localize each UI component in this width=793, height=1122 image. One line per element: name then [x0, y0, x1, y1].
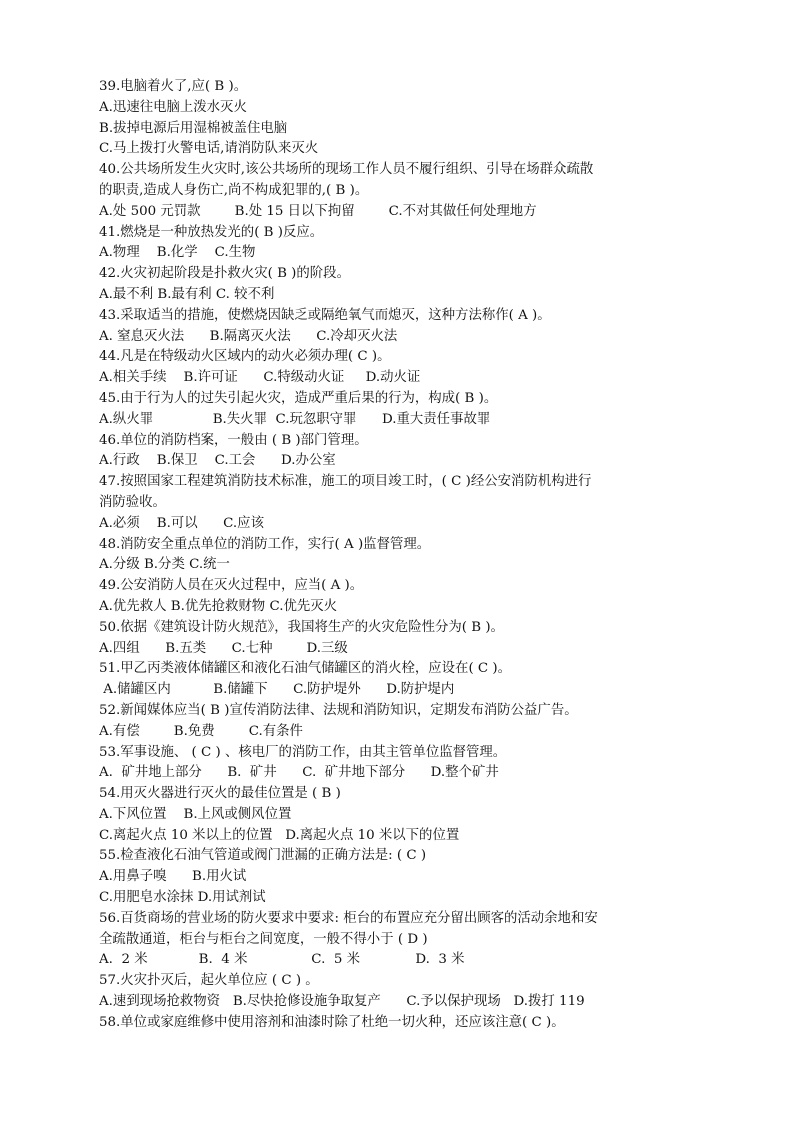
- text-line-33: 53.军事设施、 ( C ) 、核电厂的消防工作，由其主管单位监督管理。: [99, 744, 507, 760]
- text-line-29: 51.甲乙丙类液体储罐区和液化石油气储罐区的消火栓，应设在( C )。: [99, 661, 512, 677]
- text-line-38: 55.检查液化石油气管道或阀门泄漏的正确方法是: ( C ): [99, 848, 427, 864]
- text-line-4: C.马上拨打火警电话,请消防队来灭火: [99, 141, 319, 157]
- text-line-32: A.有偿 B.免费 C.有条件: [99, 723, 303, 739]
- text-line-5: 40.公共场所发生火灾时,该公共场所的现场工作人员不履行组织、引导在场群众疏散: [99, 162, 594, 178]
- text-line-8: 41.燃烧是一种放热发光的( B )反应。: [99, 224, 324, 240]
- text-line-16: 45.由于行为人的过失引起火灾，造成严重后果的行为，构成( B )。: [99, 390, 498, 406]
- text-line-9: A.物理 B.化学 C.生物: [99, 245, 256, 261]
- text-line-43: A. 2 米 B. 4 米 C. 5 米 D. 3 米: [99, 952, 465, 968]
- text-line-3: B.拔掉电源后用湿棉被盖住电脑: [99, 120, 288, 136]
- text-line-22: A.必须 B.可以 C.应该: [99, 515, 264, 531]
- text-line-23: 48.消防安全重点单位的消防工作，实行( A )监督管理。: [99, 536, 431, 552]
- text-line-31: 52.新闻媒体应当( B )宣传消防法律、法规和消防知识，定期发布消防公益广告。: [99, 702, 578, 718]
- text-line-42: 全疏散通道，柜台与柜台之间宽度，一般不得小于 ( D ): [99, 931, 428, 947]
- text-line-21: 消防验收。: [99, 494, 166, 510]
- text-line-14: 44.凡是在特级动火区域内的动火必须办理( C )。: [99, 349, 391, 365]
- text-line-13: A. 窒息灭火法 B.隔离灭火法 C.冷却灭火法: [99, 328, 398, 344]
- text-line-35: 54.用灭火器进行灭火的最佳位置是 ( B ): [99, 786, 341, 802]
- text-line-20: 47.按照国家工程建筑消防技术标准，施工的项目竣工时，( C )经公安消防机构进行: [99, 474, 592, 490]
- text-line-44: 57.火灾扑灭后，起火单位应 ( C ) 。: [99, 973, 319, 989]
- text-line-17: A.纵火罪 B.失火罪 C.玩忽职守罪 D.重大责任事故罪: [99, 411, 491, 427]
- text-line-6: 的职责,造成人身伤亡,尚不构成犯罪的,( B )。: [99, 182, 369, 198]
- text-line-7: A.处 500 元罚款 B.处 15 日以下拘留 C.不对其做任何处理地方: [99, 203, 537, 219]
- text-line-10: 42.火灾初起阶段是扑救火灾( B )的阶段。: [99, 266, 350, 282]
- text-line-12: 43.采取适当的措施，使燃烧因缺乏或隔绝氧气而熄灭，这种方法称作( A )。: [99, 307, 551, 323]
- text-line-25: 49.公安消防人员在灭火过程中，应当( A )。: [99, 578, 364, 594]
- text-line-15: A.相关手续 B.许可证 C.特级动火证 D.动火证: [99, 370, 421, 386]
- text-line-46: 58.单位或家庭维修中使用溶剂和油漆时除了杜绝一切火种，还应该注意( C )。: [99, 1014, 565, 1030]
- text-line-19: A.行政 B.保卫 C.工会 D.办公室: [99, 453, 336, 469]
- text-line-11: A.最不利 B.最有利 C. 较不利: [99, 286, 275, 302]
- text-line-2: A.迅速往电脑上泼水灭火: [99, 99, 247, 115]
- text-line-39: A.用鼻子嗅 B.用火试: [99, 869, 247, 885]
- text-line-41: 56.百货商场的营业场的防火要求中要求: 柜台的布置应充分留出顾客的活动余地和安: [99, 910, 598, 926]
- text-line-36: A.下风位置 B.上风或侧风位置: [99, 806, 292, 822]
- text-line-45: A.速到现场抢救物资 B.尽快抢修设施争取复产 C.予以保护现场 D.拨打 119: [99, 994, 585, 1010]
- text-line-1: 39.电脑着火了,应( B )。: [99, 79, 248, 94]
- text-line-27: 50.依据《建筑设计防火规范》，我国将生产的火灾危险性分为( B )。: [99, 619, 504, 635]
- text-line-30: A.储罐区内 B.储罐下 C.防护堤外 D.防护堤内: [99, 682, 455, 698]
- text-line-28: A.四组 B.五类 C.七种 D.三级: [99, 640, 348, 656]
- text-line-24: A.分级 B.分类 C.统一: [99, 557, 230, 573]
- text-line-26: A.优先救人 B.优先抢救财物 C.优先灭火: [99, 598, 338, 614]
- question-list: [99, 77, 699, 1034]
- text-line-34: A. 矿井地上部分 B. 矿井 C. 矿井地下部分 D.整个矿井: [99, 765, 499, 781]
- text-line-40: C.用肥皂水涂抹 D.用试剂试: [99, 890, 266, 906]
- text-line-37: C.离起火点 10 米以上的位置 D.离起火点 10 米以下的位置: [99, 827, 460, 843]
- text-line-18: 46.单位的消防档案，一般由 ( B )部门管理。: [99, 432, 368, 448]
